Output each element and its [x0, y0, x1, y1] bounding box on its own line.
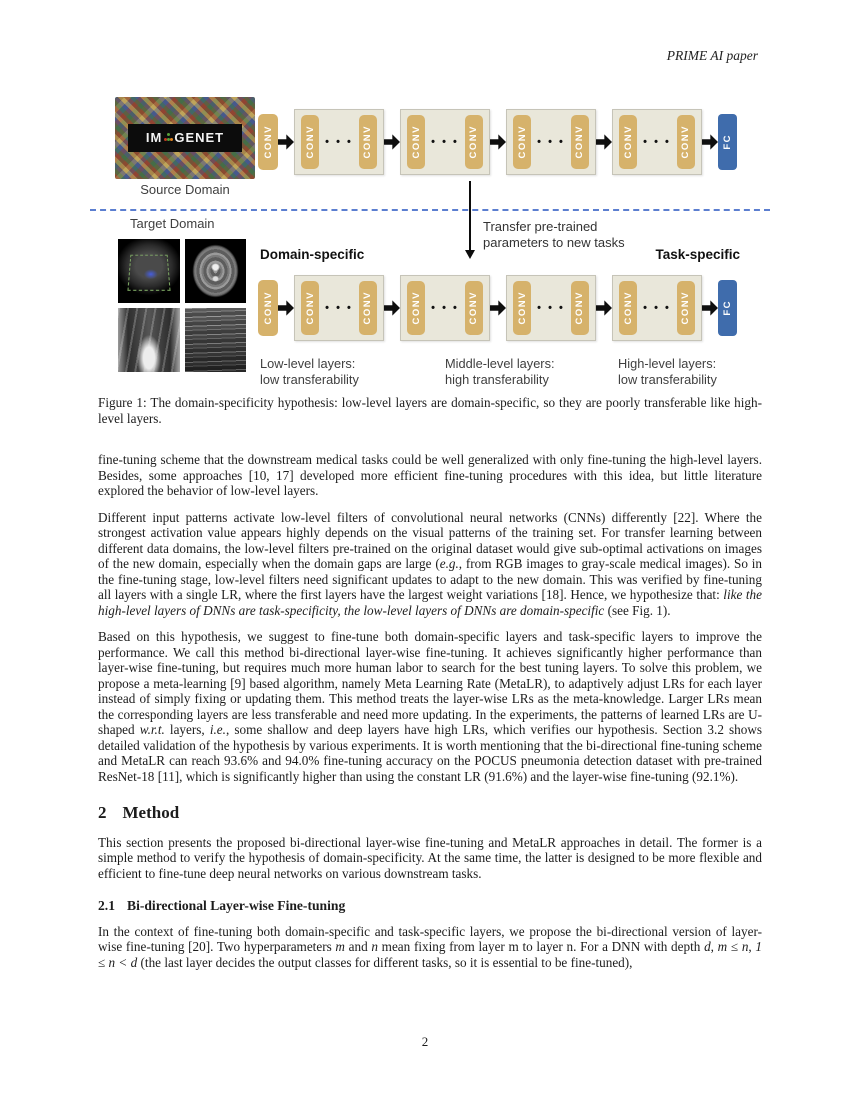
conv-layer: CONV: [513, 115, 531, 169]
right-arrow-icon: [490, 132, 506, 152]
conv-layer: CONV: [407, 115, 425, 169]
low-level-label: Low-level layers: low transferability: [260, 356, 359, 387]
domain-divider-dashed-line: [90, 209, 770, 211]
ellipsis-dots: • • •: [537, 301, 565, 314]
subsection-heading-bidirectional: [98, 898, 762, 914]
section-title: Method: [122, 803, 180, 822]
imagenet-mosaic-image: [115, 97, 255, 179]
fc-label: FC: [722, 134, 733, 150]
conv-block-group: [400, 109, 490, 175]
conv-layer: CONV: [619, 281, 637, 335]
imagenet-tree-icon: [163, 133, 173, 143]
conv-block-group: [506, 275, 596, 341]
ellipsis-dots: • • •: [643, 135, 671, 148]
right-arrow-icon: [596, 132, 612, 152]
conv-layer: CONV: [258, 280, 278, 336]
conv-layer: CONV: [301, 115, 319, 169]
ellipsis-dots: • • •: [537, 135, 565, 148]
conv-layer: CONV: [677, 115, 695, 169]
conv-block-group: [612, 109, 702, 175]
conv-layer: CONV: [513, 281, 531, 335]
right-arrow-icon: [596, 298, 612, 318]
paragraph-fine-tuning-scheme: fine-tuning scheme that the downstream medical tasks could be well generalized with only fine-tuning the high-level layers. Besides, some approaches [10, 17] developed more efficient fine-tuning procedures with this idea, but little literature explored the behavior of low-level layers.: [98, 452, 762, 498]
target-network-chain: [258, 274, 737, 342]
high-level-label: High-level layers: low transferability: [618, 356, 717, 387]
conv-layer: CONV: [571, 115, 589, 169]
conv-layer: CONV: [677, 281, 695, 335]
imagenet-logo-banner: [128, 124, 243, 152]
conv-layer: CONV: [301, 281, 319, 335]
ultrasound-roi-outline: [127, 255, 170, 291]
ellipsis-dots: • • •: [643, 301, 671, 314]
chest-xray-image: [118, 308, 180, 372]
conv-layer: CONV: [359, 281, 377, 335]
page-number: 2: [421, 1034, 429, 1049]
right-arrow-icon: [278, 298, 294, 318]
ellipsis-dots: • • •: [325, 135, 353, 148]
conv-layer: CONV: [465, 115, 483, 169]
subsection-number: 2.1: [98, 898, 115, 913]
right-arrow-icon: [490, 298, 506, 318]
conv-block-group: [506, 109, 596, 175]
source-network-chain: [258, 108, 737, 176]
conv-block-group: [294, 275, 384, 341]
paper-body: [98, 452, 762, 981]
ellipsis-dots: • • •: [431, 135, 459, 148]
conv-layer: CONV: [571, 281, 589, 335]
conv-block-group: [294, 109, 384, 175]
brain-mri-image: [185, 239, 247, 303]
conv-label: CONV: [262, 125, 274, 159]
figure-1-diagram: [90, 95, 770, 393]
figure-caption: Figure 1: The domain-specificity hypothesis: low-level layers are domain-specific, so they are poorly transferable like high-level layers.: [98, 395, 762, 426]
right-arrow-icon: [702, 132, 718, 152]
fc-layer: [718, 114, 737, 170]
conv-block-group: [400, 275, 490, 341]
paragraph-hyperparameters: In the context of fine-tuning both domain-specific and task-specific layers, we propose the bi-directional version of layer-wise fine-tuning [20]. Two hyperparameters m and n mean fixing from layer m to layer n. For a DNN with depth d, m ≤ n, 1 ≤ n < d (the last layer decides the output classes for different tasks, so it is essential to be fine-tuned),: [98, 923, 763, 970]
transfer-note: [483, 219, 625, 251]
right-arrow-icon: [384, 298, 400, 318]
conv-block-group: [612, 275, 702, 341]
conv-layer: CONV: [407, 281, 425, 335]
right-arrow-icon: [702, 298, 718, 318]
ultrasound-muscle-image: [185, 308, 247, 372]
paragraph-low-level-filters: Different input patterns activate low-level filters of convolutional neural networks (CNNs) differently [22]. Where the strongest activation value appears highly depends on the visual patterns of the training set. For transfer learning between different data domains, the low-level filters pre-trained on the original dataset would give sub-optimal activations on images of the new domain, especially when the domain gaps are large (e.g., from RGB images to gray-scale medical images). So in the fine-tuning stage, low-level filters need significant updates to adapt to the new domain. This was verified by fine-tuning all layers with a single LR, where the first layers have the largest weight variations [18]. Hence, we hypothesize that: like the high-level layers of DNNs are task-specificity, the low-level layers of DNNs are domain-specific (see Fig. 1).: [98, 509, 763, 618]
imagenet-text-right: GENET: [174, 130, 225, 146]
ultrasound-liver-image: [118, 239, 180, 303]
right-arrow-icon: [278, 132, 294, 152]
source-domain-label: Source Domain: [140, 182, 230, 197]
target-domain-images: [118, 239, 246, 372]
ellipsis-dots: • • •: [431, 301, 459, 314]
conv-layer: CONV: [359, 115, 377, 169]
subsection-title: Bi-directional Layer-wise Fine-tuning: [127, 898, 346, 913]
transfer-note-line1: Transfer pre-trained: [483, 219, 598, 234]
conv-layer: CONV: [465, 281, 483, 335]
paragraph-bidirectional-proposal: Based on this hypothesis, we suggest to fine-tune both domain-specific layers and task-specific layers to improve the performance. We call this method bi-directional layer-wise fine-tuning. It achieves significantly higher performance than layer-wise fine-tuning, but requires much more human labor to search for the best tuning layers. To solve this problem, we propose a meta-learning [9] based algorithm, namely Meta Learning Rate (MetaLR), to adaptively adjust LRs for each layer instead of simply fixing or updating them. This method treats the layer-wise LRs as the meta-knowledge. Larger LRs mean the corresponding layers are less transferable and need more updating. In the experiments, the patterns of learned LRs are U-shaped w.r.t. layers, i.e., some shallow and deep layers have high LRs, which verifies our hypothesis. Section 3.2 shows detailed validation of the hypothesis by various experiments. It is worth mentioning that the bi-directional fine-tuning scheme and MetaLR can reach 93.6% and 94.0% fine-tuning accuracy on the POCUS pneumonia detection dataset with pre-trained ResNet-18 [11], which is significantly higher than using the constant LR (91.6%) and the layer-wise fine-tuning (92.1%).: [98, 629, 763, 784]
transfer-down-arrow: [469, 181, 471, 251]
ellipsis-dots: • • •: [325, 301, 353, 314]
running-header: PRIME AI paper: [666, 48, 758, 63]
target-domain-label: Target Domain: [130, 216, 215, 231]
middle-level-label: Middle-level layers: high transferability: [445, 356, 555, 387]
task-specific-label: Task-specific: [655, 247, 740, 262]
imagenet-text-left: IM: [145, 130, 163, 146]
section-number: 2: [98, 803, 107, 822]
fc-layer: FC: [718, 280, 737, 336]
conv-layer: CONV: [619, 115, 637, 169]
conv-layer: [258, 114, 278, 170]
transfer-note-line2: parameters to new tasks: [483, 235, 625, 250]
right-arrow-icon: [384, 132, 400, 152]
paragraph-method-intro: This section presents the proposed bi-directional layer-wise fine-tuning and MetaLR approaches in detail. The former is a simple method to verify the hypothesis of domain-specificity. At the same time, the latter is designed to be more flexible and efficient to fine-tune deep neural networks on various downstream tasks.: [98, 834, 762, 881]
domain-specific-label: Domain-specific: [260, 247, 365, 262]
section-heading-method: [98, 805, 762, 821]
